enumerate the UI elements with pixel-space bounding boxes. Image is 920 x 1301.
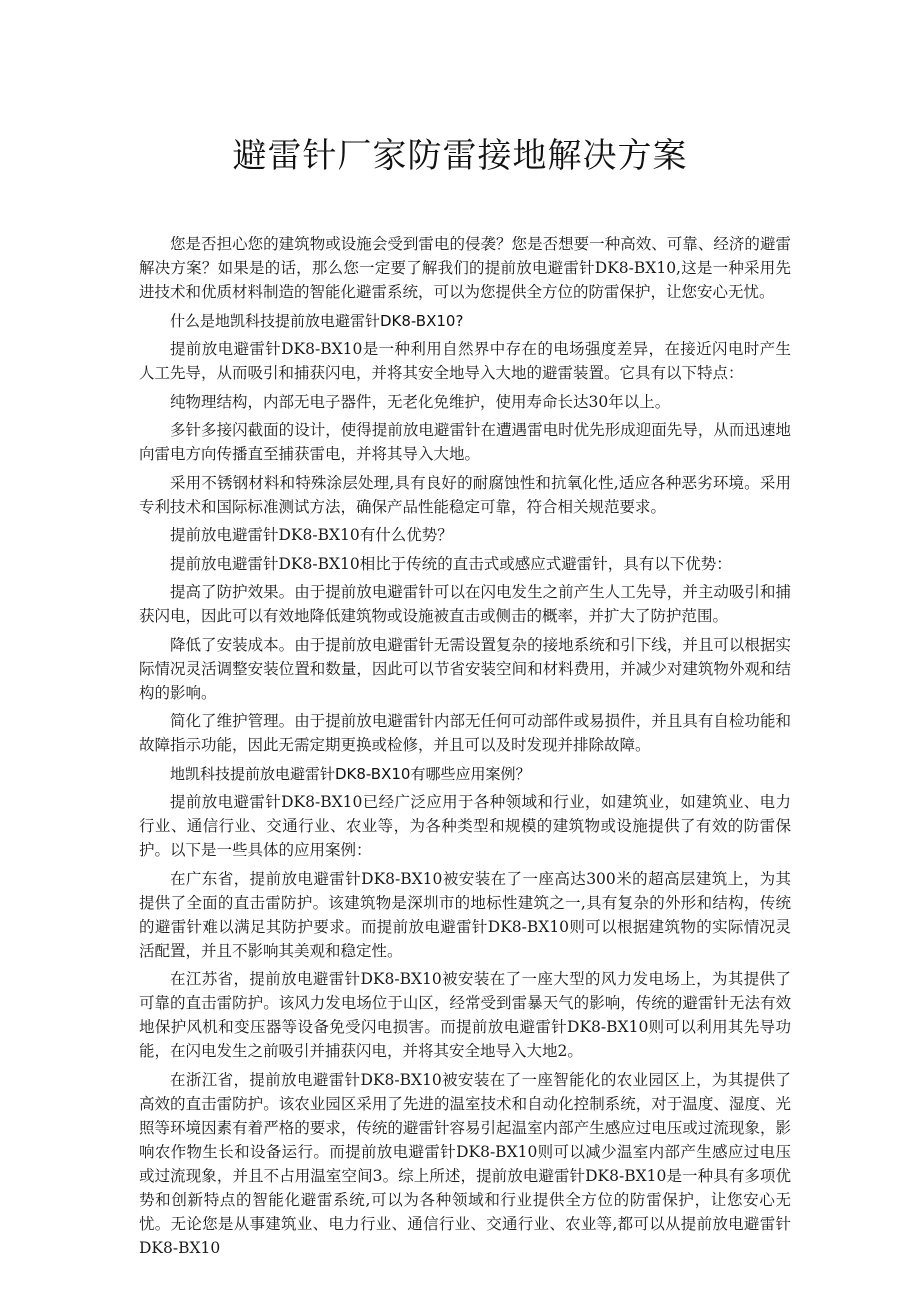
- feature-paragraph: 多针多接闪截面的设计，使得提前放电避雷针在遭遇雷电时优先形成迎面先导，从而迅速地向雷电方向传播直至捕获雷电，并将其导入大地。: [139, 421, 791, 463]
- case-paragraph: 在江苏省，提前放电避雷针DK8-BX10被安装在了一座大型的风力发电场上，为其提供了可靠的直击雷防护。该风力发电场位于山区，经常受到雷暴天气的影响，传统的避雷针无法有效地保护风机和变压器等设备免受闪电损害。而提前放电避雷针DK8-BX10则可以利用其先导功能，在闪电发生之前吸引并捕获闪电，并将其安全地导入大地2。: [139, 970, 791, 1060]
- body-paragraph: 提前放电避雷针DK8-BX10相比于传统的直击式或感应式避雷针，具有以下优势：: [170, 554, 732, 573]
- body-paragraph: 提前放电避雷针DK8-BX10是一种利用自然界中存在的电场强度差异，在接近闪电时产生人工先导，从而吸引和捕获闪电，并将其安全地导入大地的避雷装置。它具有以下特点：: [139, 340, 791, 382]
- section-heading-cases: 地凯科技提前放电避雷针DK8-BX10有哪些应用案例？: [170, 764, 531, 783]
- advantage-paragraph: 简化了维护管理。由于提前放电避雷针内部无任何可动部件或易损件，并且具有自检功能和故障指示功能，因此无需定期更换或检修，并且可以及时发现并排除故障。: [139, 712, 791, 754]
- section-heading-what-is: 什么是地凯科技提前放电避雷针DK8-BX10?: [170, 311, 464, 330]
- advantage-paragraph: 提高了防护效果。由于提前放电避雷针可以在闪电发生之前产生人工先导，并主动吸引和捕获闪电，因此可以有效地降低建筑物或设施被直击或侧击的概率，并扩大了防护范围。: [139, 583, 791, 625]
- section-heading-advantages: 提前放电避雷针DK8-BX10有什么优势？: [170, 526, 453, 544]
- case-paragraph: 在浙江省，提前放电避雷针DK8-BX10被安装在了一座智能化的农业园区上，为其提供了高效的直击雷防护。该农业园区采用了先进的温室技术和自动化控制系统，对于温度、湿度、光照等环境因素有着严格的要求，传统的避雷针容易引起温室内部产生感应过电压或过流现象，影响农作物生长和设备运行。而提前放电避雷针DK8-BX10则可以减少温室内部产生感应过电压或过流现象，并且不占用温室空间3。综上所述，提前放电避雷针DK8-BX10是一种具有多项优势和创新特点的智能化避雷系统,可以为各种领域和行业提供全方位的防雷保护，让您安心无忧。无论您是从事建筑业、电力行业、通信行业、交通行业、农业等,都可以从提前放电避雷针DK8-BX10: [139, 1070, 791, 1257]
- document-body: [139, 232, 791, 1264]
- intro-paragraph: 您是否担心您的建筑物或设施会受到雷电的侵袭？您是否想要一种高效、可靠、经济的避雷解决方案？如果是的话，那么您一定要了解我们的提前放电避雷针DK8-BX10,这是一种采用先进技术和优质材料制造的智能化避雷系统，可以为您提供全方位的防雷保护，让您安心无忧。: [139, 235, 791, 301]
- advantage-paragraph: 降低了安装成本。由于提前放电避雷针无需设置复杂的接地系统和引下线，并且可以根据实际情况灵活调整安装位置和数量，因此可以节省安装空间和材料费用，并减少对建筑物外观和结构的影响。: [139, 635, 791, 702]
- document-title: 避雷针厂家防雷接地解决方案: [232, 136, 688, 176]
- body-paragraph: 提前放电避雷针DK8-BX10已经广泛应用于各种领域和行业，如建筑业，如建筑业、电力行业、通信行业、交通行业、农业等，为各种类型和规模的建筑物或设施提供了有效的防雷保护。以下是一些具体的应用案例：: [139, 793, 791, 859]
- feature-paragraph: 采用不锈钢材料和特殊涂层处理,具有良好的耐腐蚀性和抗氧化性,适应各种恶劣环境。采用专利技术和国际标准测试方法，确保产品性能稳定可靠，符合相关规范要求。: [139, 473, 791, 516]
- feature-paragraph: 纯物理结构，内部无电子器件，无老化免维护，使用寿命长达30年以上。: [170, 392, 671, 411]
- case-paragraph: 在广东省，提前放电避雷针DK8-BX10被安装在了一座高达300米的超高层建筑上，为其提供了全面的直击雷防护。该建筑物是深圳市的地标性建筑之一,具有复杂的外形和结构，传统的避雷针难以满足其防护要求。而提前放电避雷针DK8-BX10则可以根据建筑物的实际情况灵活配置，并且不影响其美观和稳定性。: [139, 869, 791, 960]
